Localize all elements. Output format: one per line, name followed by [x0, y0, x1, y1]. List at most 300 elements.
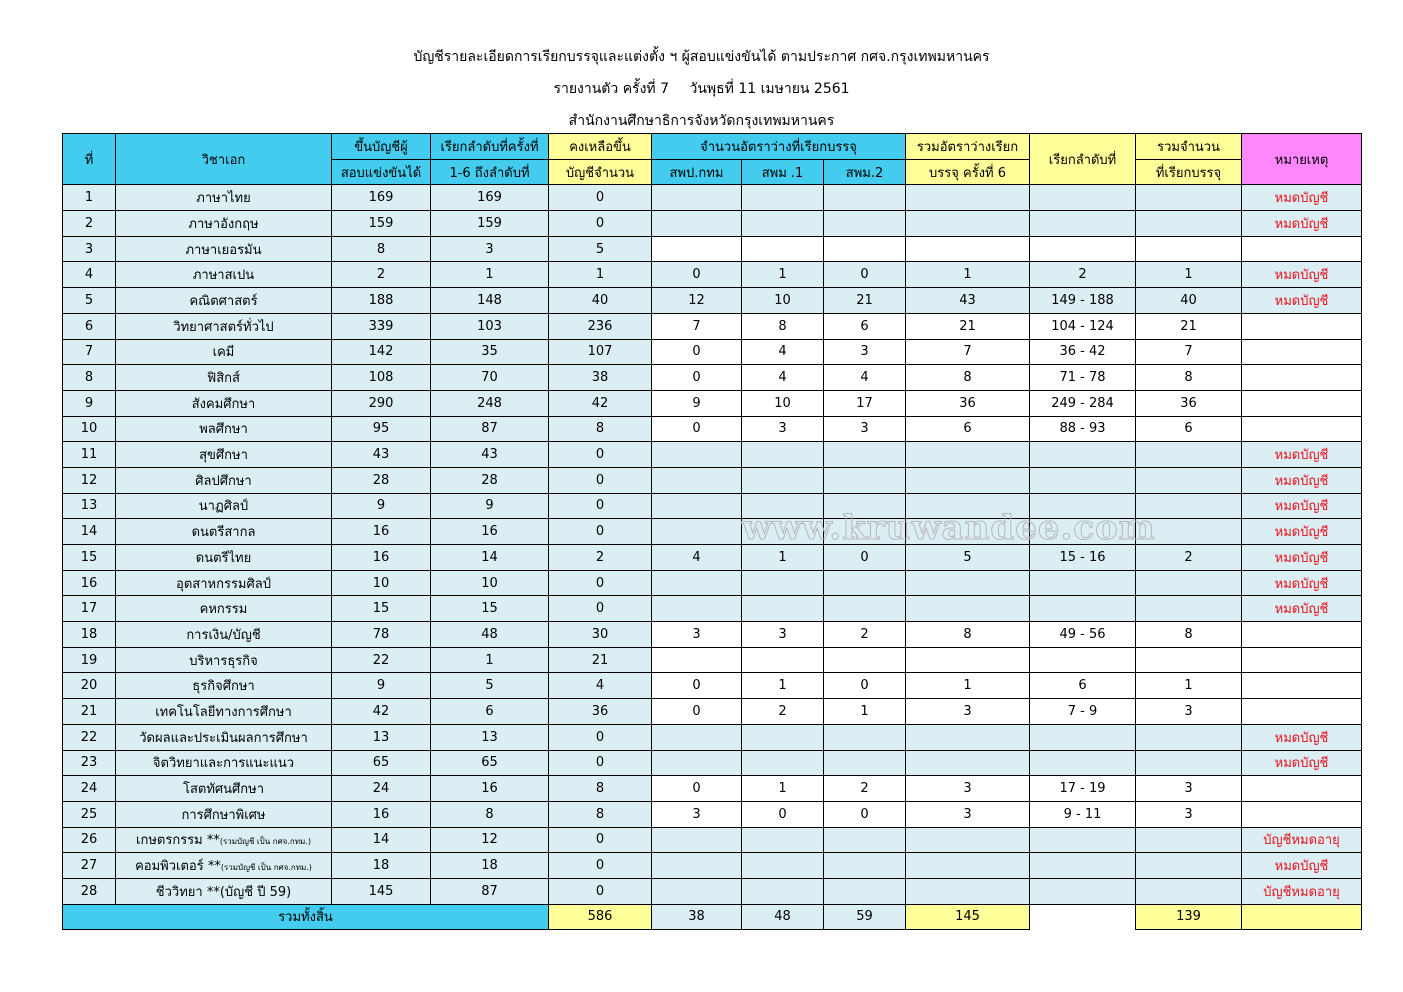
cell-v2 — [742, 442, 824, 468]
cell-order: 88 - 93 — [1030, 416, 1136, 442]
cell-sum: 1 — [906, 262, 1030, 288]
subject-label: อุตสาหกรรมศิลป์ — [176, 576, 271, 592]
cell-total: 3 — [1136, 801, 1242, 827]
col-called-2: 1-6 ถึงลำดับที่ — [431, 159, 549, 185]
subject-label: เทคโนโลยีทางการศึกษา — [155, 704, 292, 720]
subject-label: โสตทัศนศึกษา — [182, 782, 265, 798]
subject-label: ดนตรีสากล — [191, 525, 256, 541]
cell-total: 7 — [1136, 339, 1242, 365]
table-row — [63, 442, 1362, 468]
cell-no: 2 — [63, 211, 116, 237]
cell-order — [1030, 493, 1136, 519]
cell-sum — [906, 570, 1030, 596]
cell-v2: 1 — [742, 545, 824, 571]
table-row — [63, 570, 1362, 596]
cell-list: 42 — [332, 699, 431, 725]
cell-list: 22 — [332, 647, 431, 673]
cell-remark: หมดบัญชี — [1242, 545, 1362, 571]
cell-list: 28 — [332, 467, 431, 493]
cell-sum — [906, 467, 1030, 493]
cell-v2: 1 — [742, 776, 824, 802]
subject-label: จิตวิทยาและการแนะแนว — [152, 756, 295, 772]
cell-remain: 0 — [549, 211, 652, 237]
subject-label: ภาษาไทย — [196, 191, 251, 207]
cell-sum: 8 — [906, 365, 1030, 391]
cell-v3 — [824, 724, 906, 750]
cell-order — [1030, 878, 1136, 904]
cell-v3: 3 — [824, 339, 906, 365]
cell-list: 9 — [332, 673, 431, 699]
cell-called: 13 — [431, 724, 549, 750]
cell-total — [1136, 519, 1242, 545]
cell-remark: หมดบัญชี — [1242, 596, 1362, 622]
totals-total: 139 — [1136, 904, 1242, 930]
cell-no: 1 — [63, 185, 116, 211]
cell-v2 — [742, 211, 824, 237]
cell-order: 9 - 11 — [1030, 801, 1136, 827]
table-row — [63, 724, 1362, 750]
table-row — [63, 236, 1362, 262]
cell-subject — [116, 750, 332, 776]
table-row — [63, 313, 1362, 339]
cell-list: 8 — [332, 236, 431, 262]
cell-total — [1136, 211, 1242, 237]
cell-remain: 38 — [549, 365, 652, 391]
cell-list: 290 — [332, 390, 431, 416]
cell-remain: 36 — [549, 699, 652, 725]
cell-order: 7 - 9 — [1030, 699, 1136, 725]
cell-no: 15 — [63, 545, 116, 571]
cell-sum — [906, 827, 1030, 853]
cell-remark: หมดบัญชี — [1242, 724, 1362, 750]
subject-label: พลศึกษา — [199, 422, 248, 438]
totals-sum: 145 — [906, 904, 1030, 930]
col-list: ขึ้นบัญชีผู้ — [332, 134, 431, 160]
cell-remain: 0 — [549, 519, 652, 545]
cell-no: 19 — [63, 647, 116, 673]
subject-label: ภาษาเยอรมัน — [185, 242, 262, 258]
cell-remark: หมดบัญชี — [1242, 211, 1362, 237]
cell-order: 36 - 42 — [1030, 339, 1136, 365]
cell-remark: หมดบัญชี — [1242, 570, 1362, 596]
cell-total — [1136, 724, 1242, 750]
cell-called: 1 — [431, 647, 549, 673]
subject-label: การเงิน/บัญชี — [186, 627, 261, 643]
cell-v1: 3 — [652, 622, 742, 648]
cell-remark — [1242, 647, 1362, 673]
cell-subject — [116, 211, 332, 237]
cell-remark — [1242, 801, 1362, 827]
cell-order — [1030, 827, 1136, 853]
cell-v3 — [824, 442, 906, 468]
cell-order: 2 — [1030, 262, 1136, 288]
cell-v1 — [652, 827, 742, 853]
cell-remain: 8 — [549, 416, 652, 442]
cell-remain: 0 — [549, 596, 652, 622]
col-sum-vacancy: รวมอัตราว่างเรียก — [906, 134, 1030, 160]
cell-v1 — [652, 647, 742, 673]
cell-v1: 0 — [652, 339, 742, 365]
totals-label: รวมทั้งสิ้น — [63, 904, 549, 930]
table-row — [63, 545, 1362, 571]
cell-no: 18 — [63, 622, 116, 648]
cell-v3: 0 — [824, 673, 906, 699]
cell-no: 26 — [63, 827, 116, 853]
cell-called: 65 — [431, 750, 549, 776]
subject-label: ชีววิทยา **(บัญชี ปี 59) — [155, 884, 292, 900]
cell-list: 18 — [332, 853, 431, 879]
cell-remain: 1 — [549, 262, 652, 288]
cell-sum: 43 — [906, 288, 1030, 314]
cell-v3: 2 — [824, 622, 906, 648]
report-subtitle — [0, 80, 1403, 98]
cell-total: 21 — [1136, 313, 1242, 339]
cell-total — [1136, 596, 1242, 622]
cell-list: 108 — [332, 365, 431, 391]
subject-label: ภาษาสเปน — [192, 268, 255, 284]
table-row — [63, 673, 1362, 699]
cell-v3 — [824, 211, 906, 237]
cell-no: 17 — [63, 596, 116, 622]
col-v1: สพป.กทม — [652, 159, 742, 185]
cell-no: 8 — [63, 365, 116, 391]
cell-v1: 0 — [652, 365, 742, 391]
cell-v2: 10 — [742, 288, 824, 314]
col-remark: หมายเหตุ — [1242, 134, 1362, 185]
subject-label: สุขศึกษา — [199, 448, 248, 464]
cell-called: 169 — [431, 185, 549, 211]
cell-order — [1030, 467, 1136, 493]
cell-subject — [116, 416, 332, 442]
cell-v3: 3 — [824, 416, 906, 442]
cell-total: 40 — [1136, 288, 1242, 314]
table-row — [63, 467, 1362, 493]
cell-no: 3 — [63, 236, 116, 262]
col-vacancy-group: จำนวนอัตราว่างที่เรียกบรรจุ — [652, 134, 906, 160]
cell-remain: 236 — [549, 313, 652, 339]
table-row — [63, 647, 1362, 673]
cell-subject — [116, 673, 332, 699]
cell-called: 48 — [431, 622, 549, 648]
totals-v2: 48 — [742, 904, 824, 930]
cell-v3: 0 — [824, 801, 906, 827]
cell-order: 71 - 78 — [1030, 365, 1136, 391]
cell-called: 87 — [431, 878, 549, 904]
cell-v2 — [742, 596, 824, 622]
cell-remark — [1242, 699, 1362, 725]
col-total-2: ที่เรียกบรรจุ — [1136, 159, 1242, 185]
cell-subject — [116, 236, 332, 262]
cell-total — [1136, 185, 1242, 211]
report-round: รายงานตัว ครั้งที่ 7 — [553, 81, 669, 97]
cell-called: 16 — [431, 776, 549, 802]
col-list-2: สอบแข่งขันได้ — [332, 159, 431, 185]
cell-total — [1136, 827, 1242, 853]
cell-total: 36 — [1136, 390, 1242, 416]
cell-called: 43 — [431, 442, 549, 468]
subject-label: การศึกษาพิเศษ — [181, 807, 266, 823]
cell-sum: 5 — [906, 545, 1030, 571]
totals-remain: 586 — [549, 904, 652, 930]
cell-list: 24 — [332, 776, 431, 802]
cell-sum — [906, 236, 1030, 262]
cell-total: 6 — [1136, 416, 1242, 442]
cell-no: 7 — [63, 339, 116, 365]
cell-sum — [906, 519, 1030, 545]
cell-order — [1030, 442, 1136, 468]
cell-order — [1030, 570, 1136, 596]
cell-v3 — [824, 519, 906, 545]
cell-called: 70 — [431, 365, 549, 391]
subject-label: วัดผลและประเมินผลการศึกษา — [139, 730, 308, 746]
totals-remark — [1242, 904, 1362, 930]
cell-no: 11 — [63, 442, 116, 468]
cell-v2: 1 — [742, 262, 824, 288]
cell-no: 27 — [63, 853, 116, 879]
cell-called: 3 — [431, 236, 549, 262]
cell-list: 159 — [332, 211, 431, 237]
cell-order — [1030, 724, 1136, 750]
cell-list: 2 — [332, 262, 431, 288]
cell-called: 5 — [431, 673, 549, 699]
cell-v2 — [742, 493, 824, 519]
subject-label: บริหารธุรกิจ — [189, 653, 258, 669]
cell-v3: 4 — [824, 365, 906, 391]
cell-v1: 0 — [652, 673, 742, 699]
subject-label: ศิลปศึกษา — [195, 473, 252, 489]
cell-remark — [1242, 313, 1362, 339]
cell-v1: 0 — [652, 699, 742, 725]
cell-no: 9 — [63, 390, 116, 416]
cell-total — [1136, 647, 1242, 673]
cell-no: 10 — [63, 416, 116, 442]
cell-order: 104 - 124 — [1030, 313, 1136, 339]
cell-sum: 36 — [906, 390, 1030, 416]
cell-remain: 0 — [549, 853, 652, 879]
cell-called: 15 — [431, 596, 549, 622]
col-subject: วิชาเอก — [116, 134, 332, 185]
subject-label: สังคมศึกษา — [191, 396, 256, 412]
cell-called: 18 — [431, 853, 549, 879]
cell-order — [1030, 750, 1136, 776]
cell-v2 — [742, 647, 824, 673]
cell-remark: หมดบัญชี — [1242, 262, 1362, 288]
cell-remain: 30 — [549, 622, 652, 648]
cell-total — [1136, 750, 1242, 776]
totals-v1: 38 — [652, 904, 742, 930]
cell-v3 — [824, 596, 906, 622]
cell-no: 25 — [63, 801, 116, 827]
cell-subject — [116, 776, 332, 802]
cell-v1 — [652, 442, 742, 468]
cell-no: 28 — [63, 878, 116, 904]
cell-remain: 0 — [549, 724, 652, 750]
table-row — [63, 801, 1362, 827]
cell-v3 — [824, 185, 906, 211]
table-row — [63, 339, 1362, 365]
cell-v2: 1 — [742, 673, 824, 699]
totals-blank — [1030, 904, 1136, 930]
table-row — [63, 365, 1362, 391]
cell-remain: 5 — [549, 236, 652, 262]
cell-remain: 0 — [549, 442, 652, 468]
cell-list: 13 — [332, 724, 431, 750]
cell-v2 — [742, 519, 824, 545]
recruitment-table — [62, 133, 1362, 930]
cell-total: 8 — [1136, 365, 1242, 391]
cell-v1 — [652, 519, 742, 545]
cell-called: 10 — [431, 570, 549, 596]
cell-v1: 4 — [652, 545, 742, 571]
table-row — [63, 776, 1362, 802]
cell-v2 — [742, 185, 824, 211]
cell-list: 16 — [332, 519, 431, 545]
cell-v3: 21 — [824, 288, 906, 314]
cell-total: 3 — [1136, 699, 1242, 725]
cell-v2 — [742, 724, 824, 750]
cell-list: 16 — [332, 801, 431, 827]
cell-order: 249 - 284 — [1030, 390, 1136, 416]
cell-sum: 7 — [906, 339, 1030, 365]
col-sum-vacancy-2: บรรจุ ครั้งที่ 6 — [906, 159, 1030, 185]
cell-list: 65 — [332, 750, 431, 776]
subject-label: เคมี — [212, 345, 235, 361]
cell-sum: 3 — [906, 776, 1030, 802]
cell-subject — [116, 801, 332, 827]
cell-v3: 1 — [824, 699, 906, 725]
table-row — [63, 493, 1362, 519]
cell-sum — [906, 493, 1030, 519]
cell-subject — [116, 622, 332, 648]
cell-called: 6 — [431, 699, 549, 725]
cell-subject — [116, 545, 332, 571]
cell-remain: 0 — [549, 827, 652, 853]
cell-subject — [116, 365, 332, 391]
subject-label: ธุรกิจศึกษา — [192, 679, 255, 695]
cell-remark: หมดบัญชี — [1242, 750, 1362, 776]
table-row — [63, 878, 1362, 904]
cell-order — [1030, 647, 1136, 673]
cell-remark: หมดบัญชี — [1242, 288, 1362, 314]
cell-remain: 42 — [549, 390, 652, 416]
table-row — [63, 622, 1362, 648]
cell-remain: 4 — [549, 673, 652, 699]
cell-list: 145 — [332, 878, 431, 904]
cell-total — [1136, 853, 1242, 879]
cell-list: 188 — [332, 288, 431, 314]
cell-v2 — [742, 570, 824, 596]
cell-no: 4 — [63, 262, 116, 288]
cell-v1: 3 — [652, 801, 742, 827]
cell-v1: 7 — [652, 313, 742, 339]
cell-no: 23 — [63, 750, 116, 776]
cell-total: 1 — [1136, 262, 1242, 288]
subject-note: (รวมบัญชี เป็น กศจ.กทม.) — [219, 837, 311, 847]
table-row — [63, 827, 1362, 853]
cell-total — [1136, 442, 1242, 468]
cell-called: 248 — [431, 390, 549, 416]
cell-total: 1 — [1136, 673, 1242, 699]
cell-subject — [116, 724, 332, 750]
cell-v2 — [742, 236, 824, 262]
table-row — [63, 185, 1362, 211]
cell-list: 10 — [332, 570, 431, 596]
cell-v3 — [824, 647, 906, 673]
cell-no: 13 — [63, 493, 116, 519]
cell-remark — [1242, 339, 1362, 365]
cell-v1 — [652, 467, 742, 493]
cell-subject — [116, 390, 332, 416]
cell-remark — [1242, 622, 1362, 648]
cell-remark — [1242, 776, 1362, 802]
cell-no: 22 — [63, 724, 116, 750]
cell-subject — [116, 878, 332, 904]
cell-remark — [1242, 673, 1362, 699]
cell-order — [1030, 853, 1136, 879]
cell-v3 — [824, 236, 906, 262]
cell-remark: บัญชีหมดอายุ — [1242, 827, 1362, 853]
cell-subject — [116, 339, 332, 365]
cell-v3: 0 — [824, 545, 906, 571]
cell-subject — [116, 262, 332, 288]
cell-remark: หมดบัญชี — [1242, 493, 1362, 519]
cell-v1 — [652, 853, 742, 879]
cell-order: 6 — [1030, 673, 1136, 699]
cell-total: 2 — [1136, 545, 1242, 571]
cell-list: 78 — [332, 622, 431, 648]
cell-list: 95 — [332, 416, 431, 442]
cell-v2: 4 — [742, 365, 824, 391]
cell-v1 — [652, 211, 742, 237]
col-total: รวมจำนวน — [1136, 134, 1242, 160]
cell-sum: 21 — [906, 313, 1030, 339]
cell-subject — [116, 596, 332, 622]
cell-v3 — [824, 570, 906, 596]
cell-v3 — [824, 750, 906, 776]
cell-called: 16 — [431, 519, 549, 545]
subject-label: คณิตศาสตร์ — [189, 293, 258, 309]
cell-called: 148 — [431, 288, 549, 314]
cell-sum — [906, 211, 1030, 237]
cell-called: 35 — [431, 339, 549, 365]
cell-v3 — [824, 853, 906, 879]
subject-label: คหกรรม — [199, 602, 248, 618]
cell-list: 339 — [332, 313, 431, 339]
cell-total — [1136, 236, 1242, 262]
cell-remark: หมดบัญชี — [1242, 853, 1362, 879]
cell-subject — [116, 185, 332, 211]
cell-no: 20 — [63, 673, 116, 699]
col-remain: คงเหลือขึ้น — [549, 134, 652, 160]
cell-v1 — [652, 878, 742, 904]
cell-called: 14 — [431, 545, 549, 571]
col-v3: สพม.2 — [824, 159, 906, 185]
cell-remain: 21 — [549, 647, 652, 673]
cell-list: 15 — [332, 596, 431, 622]
cell-order — [1030, 596, 1136, 622]
table-row — [63, 750, 1362, 776]
report-date: วันพุธที่ 11 เมษายน 2561 — [689, 81, 850, 97]
cell-v2: 4 — [742, 339, 824, 365]
cell-subject — [116, 442, 332, 468]
cell-v1 — [652, 493, 742, 519]
cell-v3 — [824, 878, 906, 904]
cell-sum — [906, 442, 1030, 468]
cell-order: 149 - 188 — [1030, 288, 1136, 314]
office-name: สำนักงานศึกษาธิการจังหวัดกรุงเทพมหานคร — [568, 113, 835, 129]
cell-total — [1136, 570, 1242, 596]
cell-v1 — [652, 570, 742, 596]
